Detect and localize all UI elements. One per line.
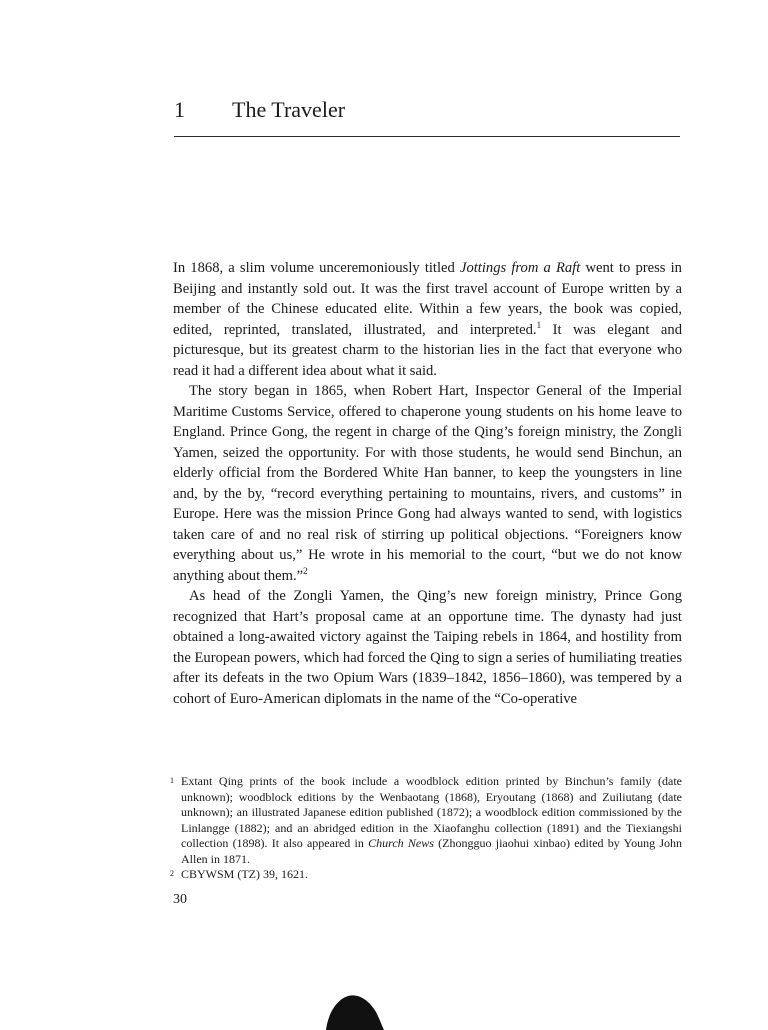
paragraph-1-text-c: It was elegant and picturesque, but its greatest charm to the historian lies in the fact that everyone who read it had a different idea about what it said.	[173, 321, 682, 379]
footnote-ref-1: 1	[536, 319, 542, 330]
chapter-rule	[174, 136, 680, 137]
page-number: 30	[173, 892, 187, 907]
paragraph-1	[173, 258, 682, 381]
paragraph-1-text-b: went to press in Beijing and instantly sold out. It was the first travel account of Europe written by a member of the Chinese educated elite. Within a few years, the book was copied, edited, reprinted, translated, illustrated, and interpreted.	[173, 260, 682, 338]
footnote-1-italic: Church News	[368, 836, 434, 850]
footnote-ref-2: 2	[303, 565, 308, 576]
footnote-2	[170, 867, 682, 883]
footnote-1-number: 1	[170, 776, 174, 785]
body-text	[173, 258, 682, 709]
footnote-2-number: 2	[170, 869, 174, 878]
footnote-1-text-b: (Zhongguo jiaohui xinbao) edited by Young John Allen in 1871.	[181, 836, 682, 866]
paragraph-1-text-a: In 1868, a slim volume unceremoniously titled	[173, 260, 460, 276]
chapter-header	[174, 96, 680, 137]
footnote-2-text: CBYWSM (TZ) 39, 1621.	[181, 867, 308, 881]
chapter-title: The Traveler	[232, 97, 346, 122]
footnote-1-text-a: Extant Qing prints of the book include a woodblock edition printed by Binchun’s family (date unknown); woodblock editions by the Wenbaotang (1868), Eryoutang (1868) and Zuiliutang (date unknown); an illustrated Japanese edition published (1872); a woodblock edition commissioned by the Linlangge (1882); and an abridged edition in the Xiaofanghu collection (1891) and the Tiexiangshi collection (1898). It also appeared in	[181, 774, 682, 850]
chapter-title-row	[174, 96, 680, 124]
paragraph-2	[173, 381, 682, 586]
chapter-number: 1	[174, 97, 185, 122]
book-title-italic: Jottings from a Raft	[459, 260, 581, 276]
footnote-1-text	[181, 774, 682, 867]
footnote-1	[170, 774, 682, 867]
paragraph-3: As head of the Zongli Yamen, the Qing’s new foreign ministry, Prince Gong recognized that Hart’s proposal came at an opportune time. The dynasty had just obtained a long-awaited victory against the Taiping rebels in 1864, and hostility from the European powers, which had forced the Qing to sign a series of humiliating treaties after its defeats in the two Opium Wars (1839–1842, 1856–1860), was tempered by a cohort of Euro-American diplomats in the name of the “Co-operative	[173, 588, 682, 707]
scan-ink-blot	[318, 990, 388, 1030]
paragraph-2-text: The story began in 1865, when Robert Hart, Inspector General of the Imperial Maritime Customs Service, offered to chaperone young students on his home leave to England. Prince Gong, the regent in charge of the Qing’s foreign ministry, the Zongli Yamen, seized the opportunity. For with those students, he would send Binchun, an elderly official from the Bordered White Han banner, to keep the youngsters in line and, by the by, “record everything pertaining to mountains, rivers, and customs” in Europe. Here was the mission Prince Gong had always wanted to send, with logistics taken care of and no real risk of stirring up political objections. “Foreigners know everything about us,” He wrote in his memorial to the court, “but we do not know anything about them.”	[173, 383, 682, 584]
footnotes	[170, 774, 682, 883]
